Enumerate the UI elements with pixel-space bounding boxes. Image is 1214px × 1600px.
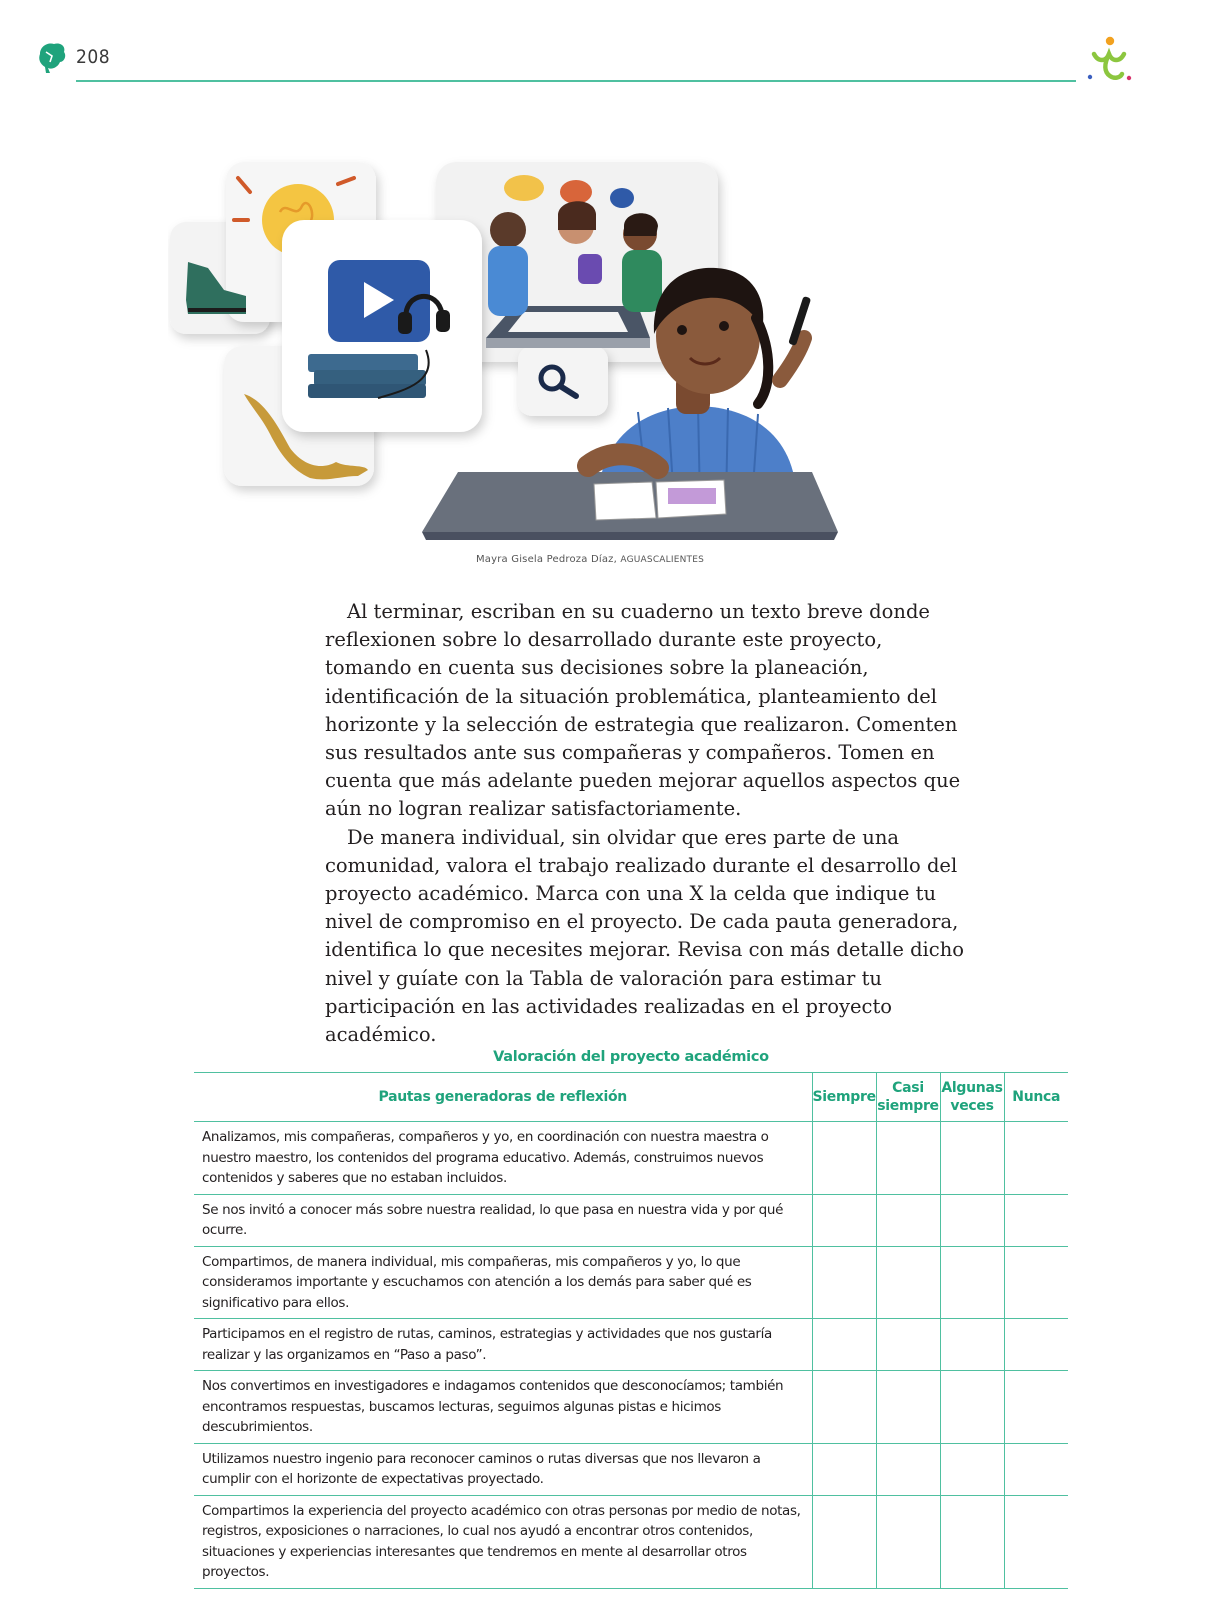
nunca-cell[interactable]: [1004, 1443, 1068, 1495]
siempre-cell[interactable]: [812, 1443, 876, 1495]
table-title: Valoración del proyecto académico: [493, 1049, 769, 1065]
siempre-cell[interactable]: [812, 1371, 876, 1444]
page-number: 208: [76, 46, 111, 68]
casi-siempre-cell[interactable]: [876, 1319, 940, 1371]
pauta-text: Utilizamos nuestro ingenio para reconocer caminos o rutas diversas que nos llevaron a cumplir con el horizonte de expectativas proyectado.: [194, 1443, 812, 1495]
nunca-cell[interactable]: [1004, 1246, 1068, 1319]
casi-siempre-cell[interactable]: [876, 1371, 940, 1444]
algunas-veces-cell[interactable]: [940, 1319, 1004, 1371]
column-header-nunca: Nunca: [1004, 1073, 1068, 1122]
students-illustration: [168, 150, 860, 550]
nunca-cell[interactable]: [1004, 1194, 1068, 1246]
pauta-text: Nos convertimos en investigadores e indagamos contenidos que desconocíamos; también encontramos respuestas, buscamos lecturas, seguimos algunas pistas e hicimos descubrimientos.: [194, 1371, 812, 1444]
table-row: [194, 1122, 1068, 1195]
siempre-cell[interactable]: [812, 1246, 876, 1319]
casi-siempre-cell[interactable]: [876, 1495, 940, 1588]
pauta-text: Compartimos, de manera individual, mis compañeras, mis compañeros y yo, lo que consideramos importante y escuchamos con atención a los demás para saber qué es significativo para ellos.: [194, 1246, 812, 1319]
illustration-credit: [300, 554, 880, 565]
brand-figure-icon: [1086, 34, 1132, 84]
algunas-veces-cell[interactable]: [940, 1443, 1004, 1495]
table-row: [194, 1495, 1068, 1588]
paragraph: De manera individual, sin olvidar que eres parte de una comunidad, valora el trabajo realizado durante el desarrollo del proyecto académico. Marca con una X la celda que indique tu nivel de compromiso en el proyecto. De cada pauta generadora, identifica lo que necesites mejorar. Revisa con más detalle dicho nivel y guíate con la Tabla de valoración para estimar tu participación en las actividades realizadas en el proyecto académico.: [325, 825, 965, 1047]
column-header-siempre: Siempre: [812, 1073, 876, 1122]
pauta-text: Analizamos, mis compañeras, compañeros y yo, en coordinación con nuestra maestra o nuestro maestro, los contenidos del programa educativo. Además, construimos nuevos contenidos y saberes que no estaban incluidos.: [194, 1122, 812, 1195]
pauta-text: Se nos invitó a conocer más sobre nuestra realidad, lo que pasa en nuestra vida y por qué ocurre.: [194, 1194, 812, 1246]
table-row: [194, 1319, 1068, 1371]
algunas-veces-cell[interactable]: [940, 1246, 1004, 1319]
table-row: [194, 1246, 1068, 1319]
siempre-cell[interactable]: [812, 1319, 876, 1371]
table-header-row: [194, 1073, 1068, 1122]
pauta-text: Compartimos la experiencia del proyecto académico con otras personas por medio de notas, registros, exposiciones o narraciones, lo cual nos ayudó a encontrar otros contenidos, situaciones y experiencias interesantes que tendremos en mente al desarrollar otros proyectos.: [194, 1495, 812, 1588]
header-divider: [76, 80, 1076, 82]
table-row: [194, 1371, 1068, 1444]
paragraph: Al terminar, escriban en su cuaderno un texto breve donde reflexionen sobre lo desarrollado durante este proyecto, tomando en cuenta sus decisiones sobre la planeación, identificación de la situación problemática, planteamiento del horizonte y la selección de estrategia que realizaron. Comenten sus resultados ante sus compañeras y compañeros. Tomen en cuenta que más adelante pueden mejorar aquellos aspectos que aún no logran realizar satisfactoriamente.: [325, 600, 961, 821]
column-header-casi-siempre: Casi siempre: [876, 1073, 940, 1122]
column-header-algunas-veces: Algunas veces: [940, 1073, 1004, 1122]
algunas-veces-cell[interactable]: [940, 1194, 1004, 1246]
nunca-cell[interactable]: [1004, 1495, 1068, 1588]
leaf-icon: [36, 40, 68, 74]
table-row: [194, 1194, 1068, 1246]
siempre-cell[interactable]: [812, 1194, 876, 1246]
nunca-cell[interactable]: [1004, 1371, 1068, 1444]
casi-siempre-cell[interactable]: [876, 1443, 940, 1495]
table-row: [194, 1443, 1068, 1495]
nunca-cell[interactable]: [1004, 1122, 1068, 1195]
credit-place: AGUASCALIENTES: [620, 555, 705, 565]
casi-siempre-cell[interactable]: [876, 1122, 940, 1195]
casi-siempre-cell[interactable]: [876, 1246, 940, 1319]
nunca-cell[interactable]: [1004, 1319, 1068, 1371]
algunas-veces-cell[interactable]: [940, 1122, 1004, 1195]
credit-author: Mayra Gisela Pedroza Díaz,: [475, 554, 617, 565]
algunas-veces-cell[interactable]: [940, 1495, 1004, 1588]
siempre-cell[interactable]: [812, 1122, 876, 1195]
algunas-veces-cell[interactable]: [940, 1371, 1004, 1444]
column-header-pautas: Pautas generadoras de reflexión: [194, 1073, 812, 1122]
rating-table: [194, 1072, 1068, 1589]
casi-siempre-cell[interactable]: [876, 1194, 940, 1246]
body-text: [325, 598, 965, 1049]
pauta-text: Participamos en el registro de rutas, caminos, estrategias y actividades que nos gustaría realizar y las organizamos en “Paso a paso”.: [194, 1319, 812, 1371]
siempre-cell[interactable]: [812, 1495, 876, 1588]
